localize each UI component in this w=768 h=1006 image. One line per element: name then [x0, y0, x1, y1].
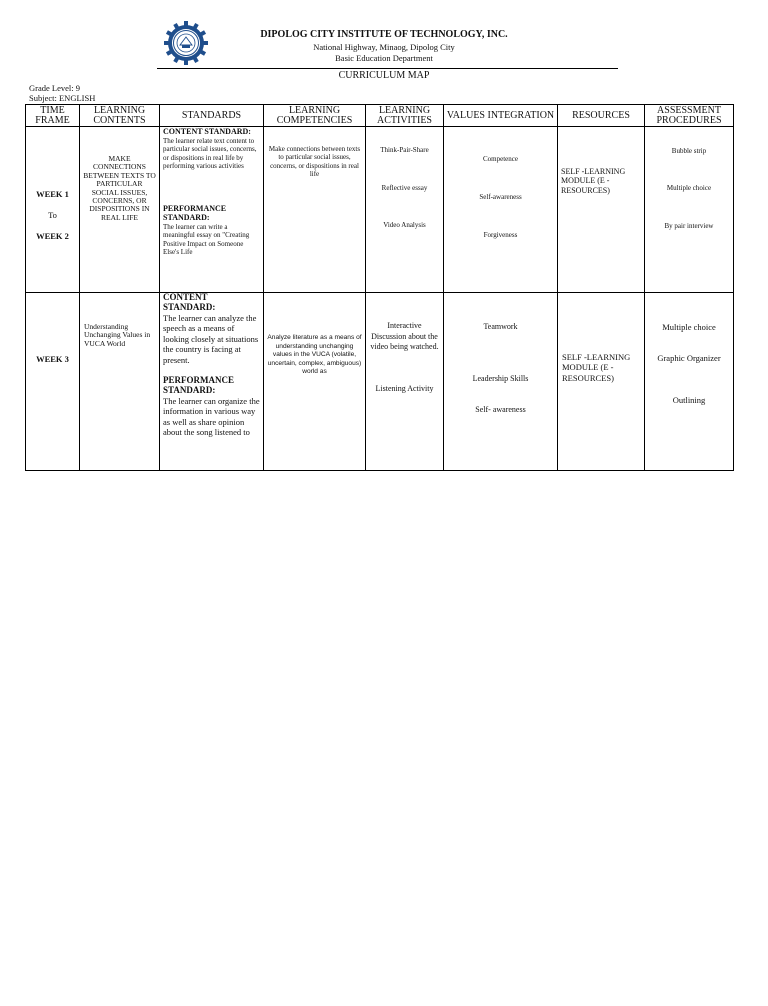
performance-standard-label: PERFORMANCE STANDARD:: [163, 375, 234, 395]
table-row: [26, 293, 734, 471]
column-header-assessment-procedures: ASSESSMENT PROCEDURES: [645, 105, 734, 127]
assessment-item: By pair interview: [664, 222, 714, 230]
subject: Subject: ENGLISH: [29, 93, 96, 103]
activity-item: Interactive Discussion about the video being watched.: [370, 321, 439, 351]
learning-content-cell: [80, 127, 159, 292]
resources-text: SELF -LEARNING MODULE (E - RESOURCES): [562, 352, 631, 383]
activity-item: Listening Activity: [375, 384, 434, 393]
competencies-text: Analyze literature as a means of understanding unchanging values in the VUCA (volatile, uncertain, complex, ambiguous) world as: [267, 334, 362, 376]
assessment-cell: [645, 127, 733, 292]
table-row: [26, 127, 734, 293]
assessment-item: Graphic Organizer: [657, 353, 721, 363]
time-frame-cell: [26, 127, 79, 292]
time-frame-to: To: [48, 210, 57, 220]
time-frame-start: WEEK 1: [36, 189, 69, 199]
assessment-item: Bubble strip: [671, 147, 707, 155]
performance-standard-text: The learner can organize the information in various way as well as share opinion about the song listened to: [163, 396, 260, 438]
column-header-time-frame: TIME FRAME: [26, 105, 80, 127]
school-address: National Highway, Minaog, Dipolog City: [313, 42, 455, 52]
resources-cell: [558, 293, 644, 470]
value-item: Leadership Skills: [472, 374, 529, 383]
column-header-resources: RESOURCES: [558, 105, 645, 127]
activity-item: Reflective essay: [381, 184, 428, 192]
competencies-text: Make connections between texts to particular social issues, concerns, or dispositions in real life: [268, 145, 361, 178]
column-header-learning-competencies: LEARNING COMPETENCIES: [264, 105, 366, 127]
competencies-cell: [264, 127, 365, 292]
content-standard-label: CONTENT STANDARD:: [163, 127, 251, 136]
time-frame-start: WEEK 3: [36, 354, 69, 364]
column-header-standards: STANDARDS: [160, 105, 264, 127]
value-item: Competence: [483, 155, 518, 163]
content-standard-text: The learner relate text content to particular social issues, concerns, or dispositions in real life by performing various activities: [163, 137, 257, 170]
competencies-cell: [264, 293, 365, 470]
value-item: Self-awareness: [479, 193, 522, 201]
values-cell: [444, 127, 557, 292]
column-header-values-integration: VALUES INTEGRATION: [444, 105, 558, 127]
learning-content-text: MAKE CONNECTIONS BETWEEN TEXTS TO PARTICULAR SOCIAL ISSUES, CONCERNS, OR DISPOSITIONS IN REAL LIFE: [83, 154, 156, 222]
time-frame-cell: [26, 293, 79, 470]
standards-cell: [160, 127, 263, 292]
values-cell: [444, 293, 557, 470]
performance-standard-text: The learner can write a meaningful essay on "Creating Positive Impact on Someone Else's Life: [163, 223, 250, 256]
value-item: Self- awareness: [475, 405, 526, 414]
standards-cell: [160, 293, 263, 470]
content-standard-text: The learner can analyze the speech as a means of looking closely at situations the country is facing at present.: [163, 313, 259, 365]
column-header-learning-contents: LEARNING CONTENTS: [80, 105, 160, 127]
activity-item: Think-Pair-Share: [380, 146, 429, 154]
school-department: Basic Education Department: [335, 53, 433, 63]
time-frame-end: WEEK 2: [36, 231, 69, 241]
learning-content-cell: [80, 293, 159, 470]
value-item: Forgiveness: [483, 231, 518, 239]
grade-level: Grade Level: 9: [29, 83, 80, 93]
learning-content-text: Understanding Unchanging Values in VUCA World: [84, 322, 151, 348]
curriculum-map-table: [25, 104, 734, 471]
assessment-item: Outlining: [672, 395, 706, 405]
document-title: CURRICULUM MAP: [338, 70, 430, 81]
header-divider: [157, 68, 618, 69]
resources-text: SELF -LEARNING MODULE (E - RESOURCES): [561, 167, 626, 195]
activities-cell: [366, 293, 443, 470]
assessment-cell: [645, 293, 733, 470]
activities-cell: [366, 127, 443, 292]
assessment-item: Multiple choice: [666, 184, 712, 192]
school-seal-icon: [163, 20, 209, 66]
content-standard-label: CONTENT STANDARD:: [163, 292, 216, 312]
column-header-learning-activities: LEARNING ACTIVITIES: [366, 105, 444, 127]
assessment-item: Multiple choice: [662, 322, 716, 332]
table-header-row: [26, 105, 734, 127]
value-item: Teamwork: [483, 322, 518, 331]
resources-cell: [558, 127, 644, 292]
activity-item: Video Analysis: [383, 221, 426, 229]
school-name: DIPOLOG CITY INSTITUTE OF TECHNOLOGY, INC.: [260, 29, 508, 40]
performance-standard-label: PERFORMANCE STANDARD:: [163, 204, 227, 222]
